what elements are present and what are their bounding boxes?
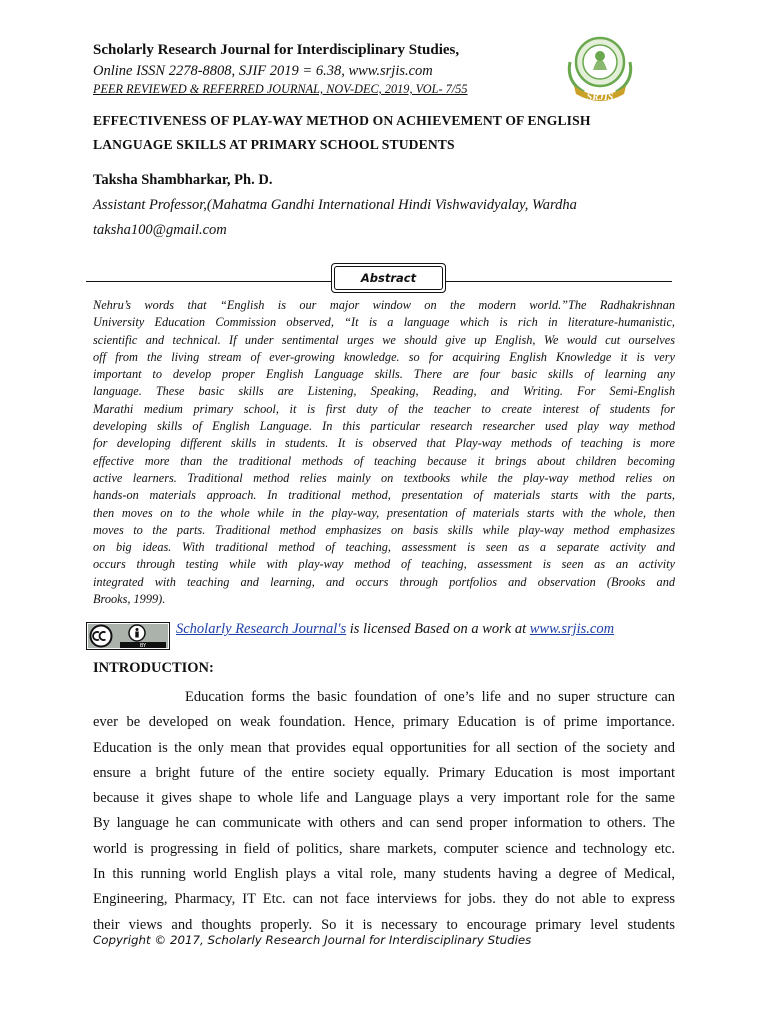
abstract-line: language. These basic skills are Listening, Speaking, Reading, and Writing. For Semi-English	[93, 384, 675, 399]
journal-link[interactable]: Scholarly Research Journal's	[176, 621, 347, 637]
abstract-line: moves to the parts. Traditional method emphasizes on basis skills while play-way method emphasizes	[93, 522, 675, 537]
website-link[interactable]: www.srjis.com	[529, 621, 615, 637]
abstract-line: developing skills of English Language. In this particular research researcher used play way method	[93, 419, 675, 434]
abstract-line: University Education Commission observed, “It is a language which is rich in literature-humanistic,	[93, 315, 675, 330]
abstract-line: scientific and technical. If under sentimental urges we should give up English, We would cut ourselves	[93, 332, 675, 347]
introduction-body	[93, 685, 675, 938]
creative-commons-badge[interactable]	[86, 622, 170, 650]
logo-text: SRJIS	[586, 92, 614, 103]
abstract-line: active learners. Traditional method relies mainly on textbooks while the play-way method relies on	[93, 470, 675, 485]
license-text: is licensed Based on a work at	[346, 621, 530, 637]
journal-logo	[560, 34, 640, 104]
introduction-heading: INTRODUCTION:	[93, 660, 214, 676]
abstract-line: for developing different skills in students. It is observed that Play-way methods of teaching is more	[93, 436, 675, 451]
intro-line: Engineering, Pharmacy, IT Etc. can not face interviews for jobs. they do not able to express	[93, 891, 675, 908]
abstract-heading: Abstract	[334, 266, 443, 290]
abstract-body	[93, 297, 675, 608]
copyright-footer: Copyright © 2017, Scholarly Research Journal for Interdisciplinary Studies	[93, 933, 532, 947]
abstract-line: off from the living stream of ever-growing knowledge. so for acquiring English Knowledge it is very	[93, 349, 675, 364]
author-name: Taksha Shambharkar, Ph. D.	[93, 172, 273, 188]
cc-badge-label: BY	[139, 643, 147, 649]
intro-line: world is progressing in field of politics, share markets, computer science and technology etc.	[93, 840, 675, 857]
abstract-line: Marathi medium primary school, it is first duty of the teacher to create interest of students for	[93, 401, 675, 416]
abstract-line: important to develop proper English Language skills. There are four basic skills of learning any	[93, 367, 675, 382]
abstract-line: integrated with teaching and learning, and occurs through portfolios and observation (Brooks and	[93, 574, 675, 589]
peer-reviewed-line: PEER REVIEWED & REFERRED JOURNAL, NOV-DEC, 2019, VOL- 7/55	[93, 82, 468, 96]
intro-line: Education forms the basic foundation of one’s life and no super structure can	[185, 689, 675, 705]
abstract-line: hands-on materials approach. In traditional method, presentation of materials starts with the parts,	[93, 488, 675, 503]
issn-line: Online ISSN 2278-8808, SJIF 2019 = 6.38, www.srjis.com	[93, 63, 433, 79]
abstract-heading-box	[331, 263, 446, 293]
journal-name: Scholarly Research Journal for Interdisciplinary Studies,	[93, 42, 460, 58]
abstract-line: then moves on to the whole while in the play-way, presentation of materials starts with the whole, then	[93, 505, 675, 520]
author-affiliation: Assistant Professor,(Mahatma Gandhi International Hindi Vishwavidyalay, Wardha	[93, 197, 577, 213]
abstract-line: occurs through testing while with play-way method of teaching, assessment is seen as an activity	[93, 557, 675, 572]
author-email: taksha100@gmail.com	[93, 222, 227, 238]
license-line	[176, 621, 614, 638]
paper-title-line-1: EFFECTIVENESS OF PLAY-WAY METHOD ON ACHIEVEMENT OF ENGLISH	[93, 113, 591, 128]
intro-line: ever be developed on weak foundation. Hence, primary Education is of prime importance.	[93, 714, 675, 731]
abstract-line: Brooks, 1999).	[93, 592, 166, 607]
intro-line: ensure a bright future of the entire society equally. Primary Education is most important	[93, 764, 675, 781]
intro-line: By language he can communicate with others and can send proper information to others. The	[93, 815, 675, 832]
attribution-icon	[136, 628, 139, 631]
abstract-line: Nehru’s words that “English is our major window on the modern world.”The Radhakrishnan	[93, 298, 675, 312]
intro-line: In this running world English plays a vital role, many students having a degree of Medical,	[93, 866, 675, 883]
paper-title-line-2: LANGUAGE SKILLS AT PRIMARY SCHOOL STUDENTS	[93, 137, 455, 152]
abstract-line: effective more than the traditional methods of teaching because it brings about children becoming	[93, 453, 675, 468]
intro-line: their views and thoughts properly. So it is necessary to encourage primary level students	[93, 916, 675, 933]
intro-line: because it gives shape to whole life and Language plays a very important role for the same	[93, 790, 675, 807]
intro-line: Education is the only mean that provides equal opportunities for all section of the society and	[93, 739, 675, 756]
abstract-line: on big ideas. With traditional method of teaching, assessment is seen as a separate activity and	[93, 540, 675, 555]
